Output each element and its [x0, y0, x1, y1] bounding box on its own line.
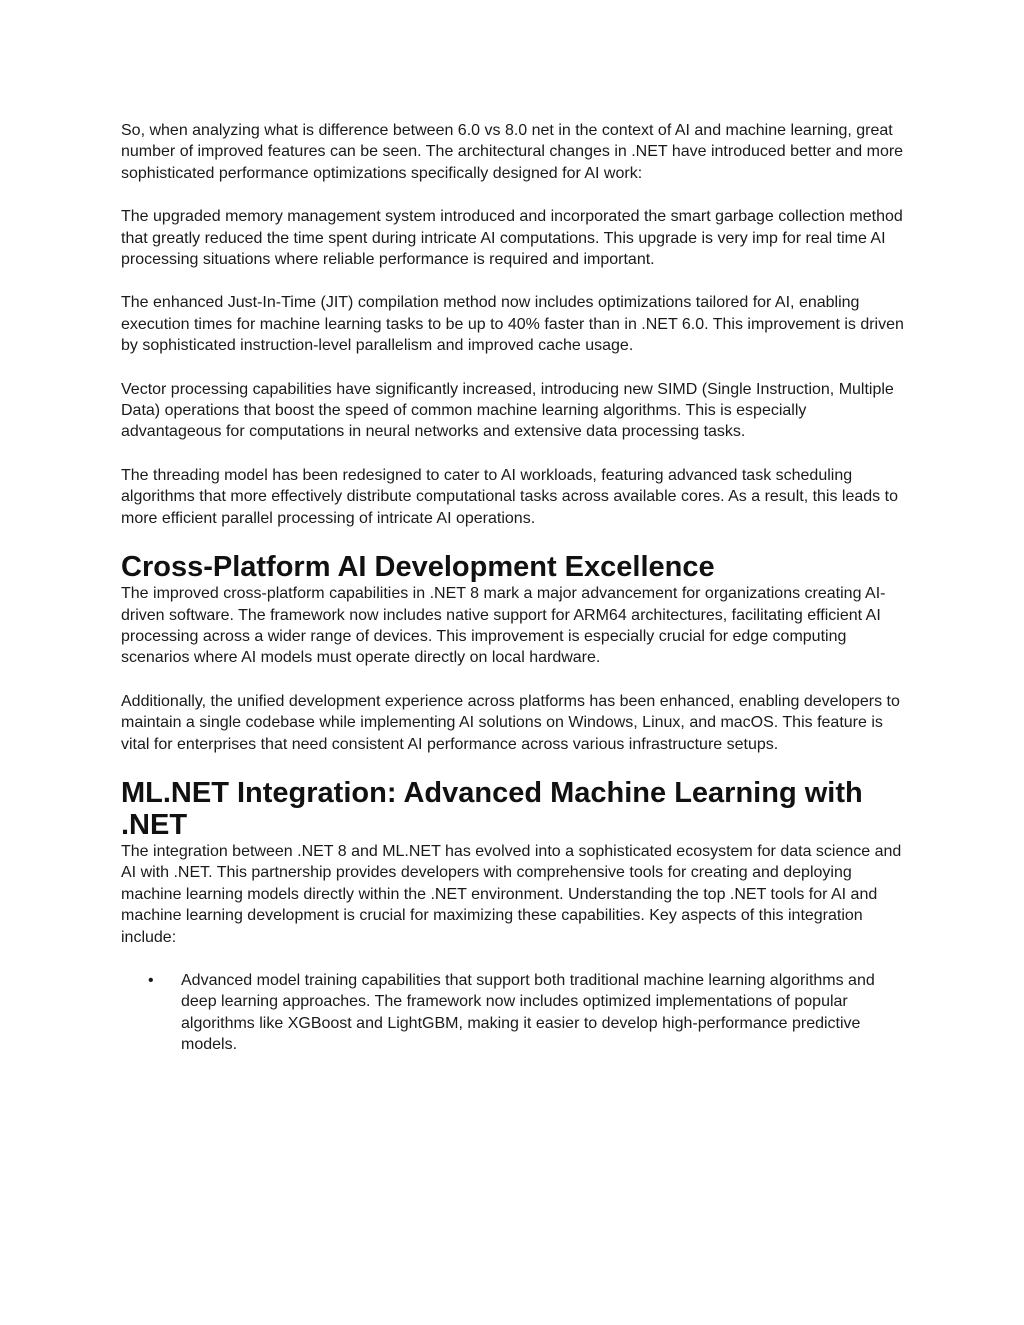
list-item-text: Advanced model training capabilities that support both traditional machine learning algorithms and deep learning approaches. The framework now includes optimized implementations of popular algorithms like XGBoost and LightGBM, making it easier to develop high-performance predictive models. [181, 971, 875, 1054]
bullet-list [121, 970, 911, 1056]
paragraph-cross-platform-arm64: The improved cross-platform capabilities in .NET 8 mark a major advancement for organizations creating AI-driven software. The framework now includes native support for ARM64 architectures, facilitating efficient AI processing across a wider range of devices. This improvement is especially crucial for edge computing scenarios where AI models must operate directly on local hardware. [121, 585, 886, 667]
heading-cross-platform: Cross-Platform AI Development Excellence [121, 551, 715, 584]
paragraph-threading-model: The threading model has been redesigned to cater to AI workloads, featuring advanced task scheduling algorithms that more effectively distribute computational tasks across available cores. As a result, this leads to more efficient parallel processing of intricate AI operations. [121, 466, 898, 527]
heading-mlnet-integration: ML.NET Integration: Advanced Machine Learning with .NET [121, 776, 863, 841]
bullet-icon: • [148, 971, 154, 989]
document-page [121, 120, 911, 1056]
paragraph-net-comparison-intro: So, when analyzing what is difference between 6.0 vs 8.0 net in the context of AI and machine learning, great number of improved features can be seen. The architectural changes in .NET have introduced better and more sophisticated performance optimizations specifically designed for AI work: [121, 122, 904, 182]
paragraph-unified-development: Additionally, the unified development experience across platforms has been enhanced, enabling developers to maintain a single codebase while implementing AI solutions on Windows, Linux, and macOS. This feature is vital for enterprises that need consistent AI performance across various infrastructure setups. [121, 692, 900, 753]
paragraph-vector-processing: Vector processing capabilities have significantly increased, introducing new SIMD (Single Instruction, Multiple Data) operations that boost the speed of common machine learning algorithms. This is especially advantageous for computations in neural networks and extensive data processing tasks. [121, 380, 894, 441]
list-item [121, 970, 911, 1056]
paragraph-jit-compilation: The enhanced Just-In-Time (JIT) compilation method now includes optimizations tailored for AI, enabling execution times for machine learning tasks to be up to 40% faster than in .NET 6.0. This improvement is driven by sophisticated instruction-level parallelism and improved cache usage. [121, 294, 904, 355]
paragraph-mlnet-ecosystem: The integration between .NET 8 and ML.NET has evolved into a sophisticated ecosystem for data science and AI with .NET. This partnership provides developers with comprehensive tools for creating and deploying machine learning models directly within the .NET environment. Understanding the top .NET tools for AI and machine learning development is crucial for maximizing these capabilities. Key aspects of this integration include: [121, 842, 902, 946]
paragraph-memory-management: The upgraded memory management system introduced and incorporated the smart garbage collection method that greatly reduced the time spent during intricate AI computations. This upgrade is very imp for real time AI processing situations where reliable performance is required and important. [121, 208, 903, 269]
